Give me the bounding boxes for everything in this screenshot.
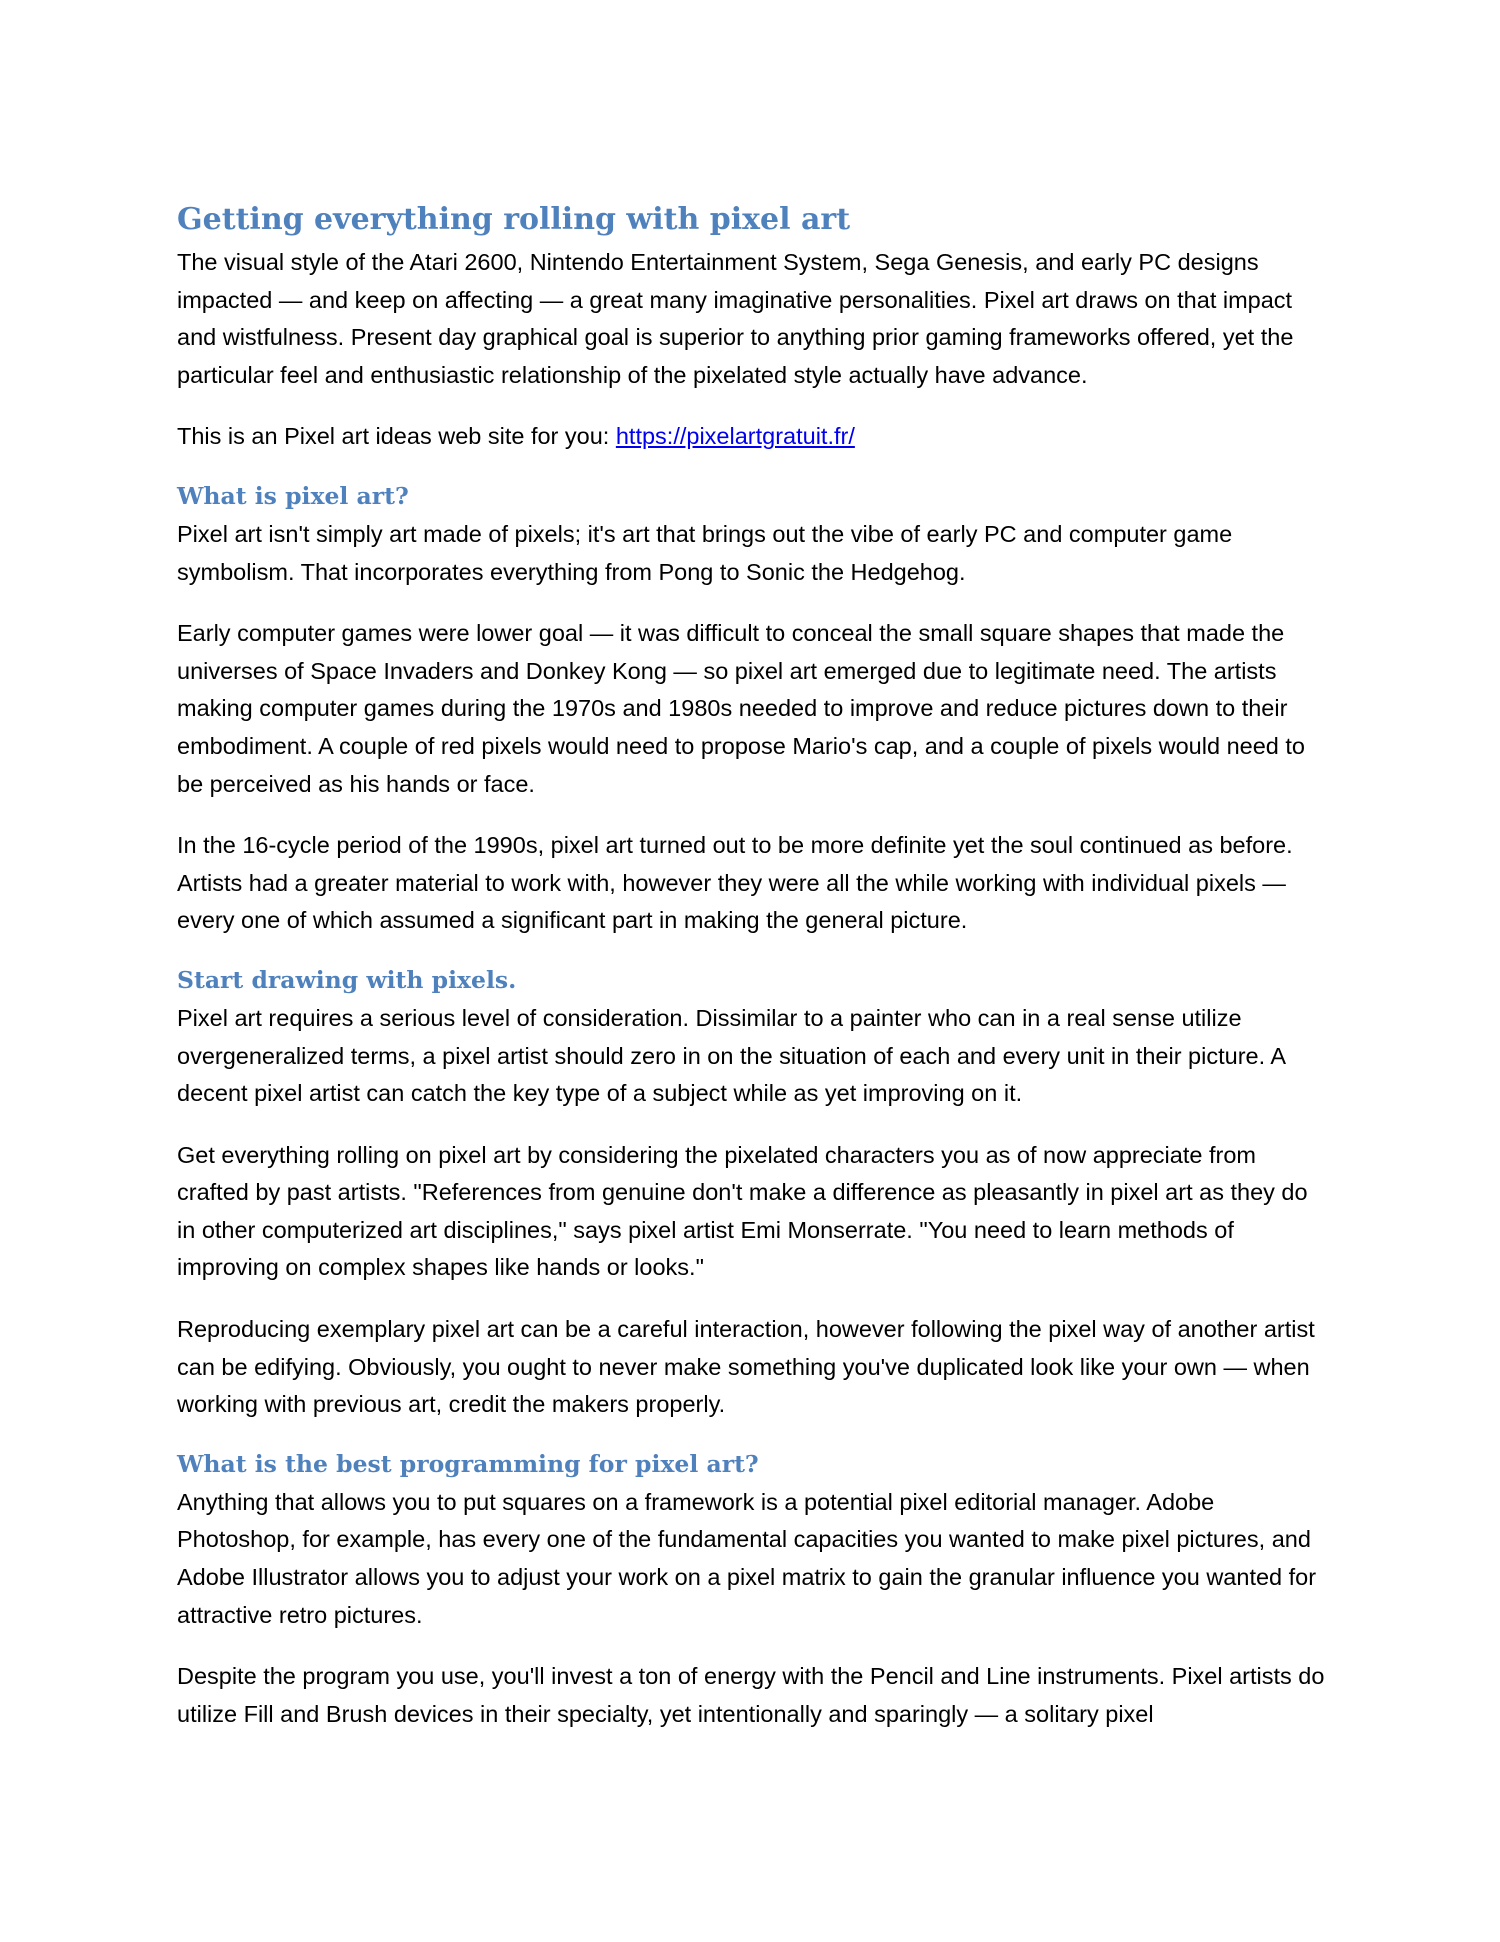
document-body: [177, 200, 1327, 1733]
section-paragraph: In the 16-cycle period of the 1990s, pixel art turned out to be more definite yet the soul continued as before. Artists had a greater material to work with, however they were all the while working with individual pixels — every one of which assumed a significant part in making the general picture.: [177, 832, 1293, 934]
page-title: Getting everything rolling with pixel art: [177, 202, 851, 237]
section-paragraph: Get everything rolling on pixel art by considering the pixelated characters you as of now appreciate from crafted by past artists. "References from genuine don't make a difference as pleasantly in pixel art as they do in other computerized art disciplines," says pixel artist Emi Monserrate. "You need to learn methods of improving on complex shapes like hands or looks.": [177, 1141, 1308, 1281]
intro-link-lead: This is an Pixel art ideas web site for you:: [177, 423, 616, 450]
section-paragraph: Pixel art requires a serious level of consideration. Dissimilar to a painter who can in a real sense utilize overgeneralized terms, a pixel artist should zero in on the situation of each and every unit in their picture. A decent pixel artist can catch the key type of a subject while as yet improving on it.: [177, 1004, 1285, 1107]
section-paragraph: Reproducing exemplary pixel art can be a careful interaction, however following the pixel way of another artist can be edifying. Obviously, you ought to never make something you've duplicated look like your own — when working with previous art, credit the makers properly.: [177, 1316, 1315, 1418]
section-paragraph: Despite the program you use, you'll invest a ton of energy with the Pencil and Line instruments. Pixel artists do utilize Fill and Brush devices in their specialty, yet intentionally and sparingly — a solitary pixel: [177, 1663, 1325, 1727]
section-heading-start-drawing: Start drawing with pixels.: [177, 965, 517, 994]
section-paragraph: Pixel art isn't simply art made of pixels; it's art that brings out the vibe of early PC and computer game symbolism. That incorporates everything from Pong to Sonic the Hedgehog.: [177, 520, 1233, 585]
section-heading-best-programming: What is the best programming for pixel art?: [177, 1449, 759, 1478]
intro-link-paragraph: [177, 418, 1327, 456]
pixelartgratuit-link[interactable]: https://pixelartgratuit.fr/: [615, 423, 855, 450]
section-heading-what-is-pixel-art: What is pixel art?: [177, 481, 409, 510]
section-paragraph: Anything that allows you to put squares on a framework is a potential pixel editorial manager. Adobe Photoshop, for example, has every one of the fundamental capacities you wanted to make pixel pictures, and Adobe Illustrator allows you to adjust your work on a pixel matrix to gain the granular influence you wanted for attractive retro pictures.: [177, 1488, 1317, 1628]
section-paragraph: Early computer games were lower goal — it was difficult to conceal the small square shapes that made the universes of Space Invaders and Donkey Kong — so pixel art emerged due to legitimate need. The artists making computer games during the 1970s and 1980s needed to improve and reduce pictures down to their embodiment. A couple of red pixels would need to propose Mario's cap, and a couple of pixels would need to be perceived as his hands or face.: [177, 620, 1305, 797]
intro-paragraph: The visual style of the Atari 2600, Nintendo Entertainment System, Sega Genesis, and early PC designs impacted — and keep on affecting — a great many imaginative personalities. Pixel art draws on that impact and wistfulness. Present day graphical goal is superior to anything prior gaming frameworks offered, yet the particular feel and enthusiastic relationship of the pixelated style actually have advance.: [177, 249, 1294, 388]
